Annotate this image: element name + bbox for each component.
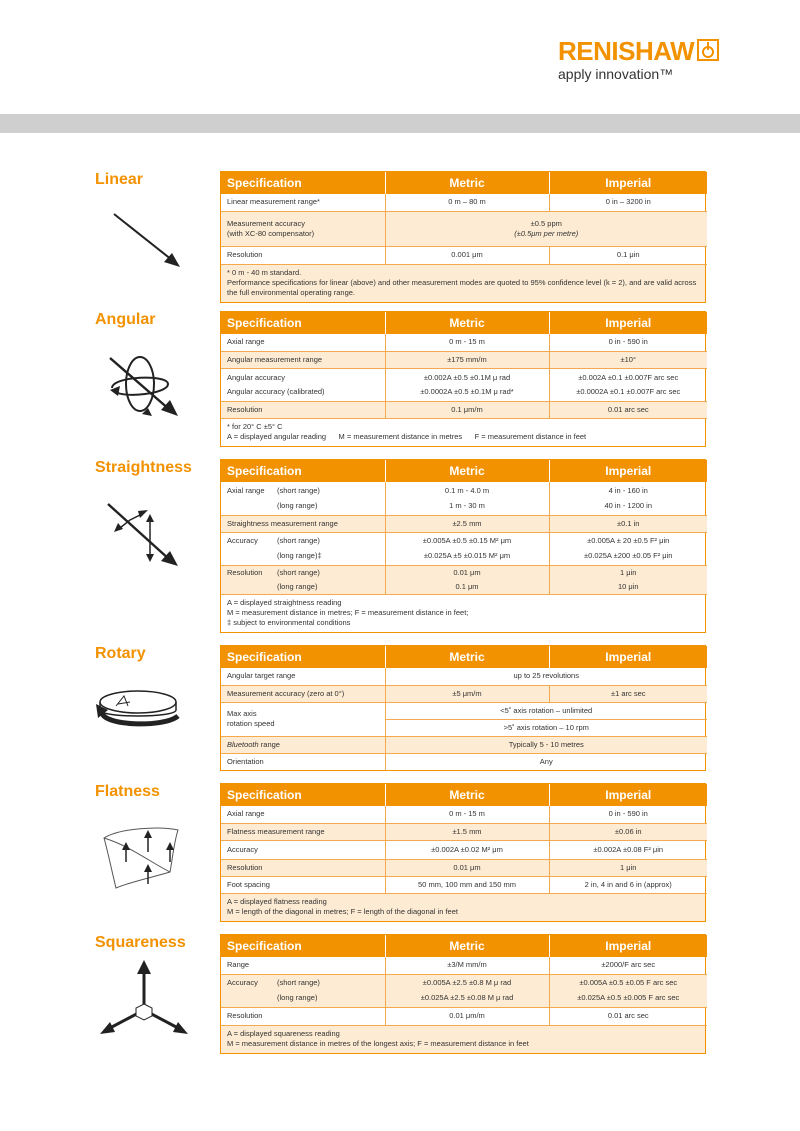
metric-value: ±5 μm/m — [385, 685, 549, 702]
row-label-sub: (short range) — [277, 567, 320, 577]
row-label: Orientation — [227, 756, 264, 766]
row-label-sub: Angular accuracy (calibrated) — [227, 386, 325, 396]
header-metric: Metric — [385, 784, 549, 806]
row-label: Resolution — [221, 859, 385, 876]
note-line: * for 20° C ±5° C — [227, 421, 283, 431]
metric-value: ±3/M mm/m — [385, 957, 549, 974]
metric-value: ±1.5 mm — [385, 823, 549, 840]
row-label-sub: (long range)‡ — [277, 551, 322, 560]
brand-name: RENISHAW — [558, 36, 695, 66]
header-imperial: Imperial — [549, 312, 707, 334]
header-spec: Specification — [221, 646, 385, 668]
flatness-notes — [221, 894, 705, 921]
metric-value: ±0.002A ±0.02 M² μm — [385, 840, 549, 859]
section-title-straightness: Straightness — [95, 459, 192, 476]
table-row — [221, 876, 707, 893]
imperial-value: ±0.002A ±0.1 ±0.007F arc sec — [578, 372, 679, 382]
row-label: Linear measurement range* — [221, 194, 385, 211]
table-row — [221, 823, 707, 840]
metric-value: 0.1 m - 4.0 m — [444, 485, 490, 495]
row-label-sub: (with XC-80 compensator) — [227, 228, 315, 238]
header-spec: Specification — [221, 784, 385, 806]
imperial-value-sub: ±0.025A ±200 ±0.05 F² μin — [584, 551, 673, 560]
row-label: Foot spacing — [221, 876, 385, 893]
metric-value-sub: 0.1 μm — [455, 581, 479, 591]
table-row — [221, 668, 707, 685]
header-imperial: Imperial — [549, 460, 707, 482]
row-label-sub: (short range) — [277, 978, 320, 987]
metric-value: 0.1 μm/m — [385, 401, 549, 418]
row-label: Accuracy — [227, 978, 258, 987]
row-label-sub: (short range) — [277, 536, 320, 545]
metric-value: ±0.005A ±0.5 ±0.15 M² μm — [422, 536, 512, 545]
header-spec: Specification — [221, 460, 385, 482]
note-line: * 0 m - 40 m standard. — [227, 267, 302, 277]
table-row — [221, 351, 707, 368]
imperial-value: ±0.06 in — [549, 823, 707, 840]
diagonal-arrow-icon — [108, 210, 188, 272]
imperial-value: 0 in - 590 in — [549, 806, 707, 823]
imperial-value: ±0.005A ± 20 ±0.5 F² μin — [587, 536, 670, 545]
table-row — [221, 736, 707, 753]
row-label: Resolution — [221, 1007, 385, 1025]
squareness-notes — [221, 1026, 705, 1053]
note-line: A = displayed flatness reading — [227, 896, 327, 906]
header-metric: Metric — [385, 646, 549, 668]
linear-notes — [221, 265, 705, 302]
straightness-notes — [221, 595, 705, 632]
angular-spec-table — [220, 311, 706, 447]
imperial-value: 0.01 arc sec — [549, 1007, 707, 1025]
note-line: ‡ subject to environmental conditions — [227, 617, 351, 627]
header-metric: Metric — [385, 312, 549, 334]
row-label-sub: (short range) — [277, 485, 320, 495]
table-row — [221, 859, 707, 876]
table-row — [221, 840, 707, 859]
header-imperial: Imperial — [549, 935, 707, 957]
header-metric: Metric — [385, 172, 549, 194]
section-title-linear: Linear — [95, 171, 144, 188]
row-label: Angular measurement range — [221, 351, 385, 368]
imperial-value-sub: ±0.025A ±0.5 ±0.005 F arc sec — [577, 993, 680, 1002]
table-row — [221, 515, 707, 532]
imperial-value: 4 in - 160 in — [608, 485, 648, 495]
shared-value: ±0.5 ppm — [530, 218, 562, 228]
section-title-squareness: Squareness — [95, 934, 186, 951]
table-row — [221, 334, 707, 351]
note-line: M = measurement distance in metres of the longest axis; F = measurement distance in feet — [227, 1038, 529, 1048]
shared-value-sub: (±0.5μm per metre) — [514, 228, 579, 238]
row-label: Resolution — [227, 567, 263, 577]
imperial-value: 1 μin — [620, 567, 637, 577]
note-line: A = displayed squareness reading — [227, 1028, 340, 1038]
note-line: Performance specifications for linear (above) and other measurement modes are quoted to 95% confidence level (k = 2), and are valid across the full environmental operating range. — [227, 277, 697, 297]
section-title-flatness: Flatness — [95, 783, 160, 800]
row-label: Axial range — [221, 334, 385, 351]
row-label: Measurement accuracy (zero at 0°) — [221, 685, 385, 702]
brand-tagline: apply innovation™ — [558, 66, 674, 82]
shared-value: Any — [385, 753, 707, 770]
table-row — [221, 246, 707, 264]
metric-value: 0.01 μm — [453, 567, 481, 577]
row-label: Angular target range — [221, 668, 385, 685]
table-row — [221, 211, 707, 246]
imperial-value: 0 in - 590 in — [549, 334, 707, 351]
imperial-value: ±0.002A ±0.08 F² μin — [549, 840, 707, 859]
header-imperial: Imperial — [549, 646, 707, 668]
metric-value: 0.01 μm — [385, 859, 549, 876]
imperial-value: ±10° — [549, 351, 707, 368]
flatness-surface-icon — [100, 822, 190, 892]
imperial-value: ±1 arc sec — [549, 685, 707, 702]
row-label: Max axis — [227, 709, 257, 718]
imperial-value: 0 in – 3200 in — [549, 194, 707, 211]
flatness-spec-table — [220, 783, 706, 922]
row-label-sub: (long range) — [277, 581, 318, 591]
shared-value: up to 25 revolutions — [385, 668, 707, 685]
table-row — [221, 482, 707, 515]
metric-value: 0 m – 80 m — [385, 194, 549, 211]
table-row — [221, 532, 707, 565]
metric-value: 0 m - 15 m — [385, 806, 549, 823]
header-spec: Specification — [221, 172, 385, 194]
angular-rotation-icon — [104, 350, 184, 420]
table-row — [221, 974, 707, 1007]
note-line: M = measurement distance in metres; F = measurement distance in feet; — [227, 607, 469, 617]
metric-value: ±2.5 mm — [385, 515, 549, 532]
imperial-value: 1 μin — [549, 859, 707, 876]
row-label: Angular accuracy — [227, 372, 285, 382]
header-band — [0, 114, 800, 133]
row-label-sub: (long range) — [277, 993, 318, 1002]
row-label: Resolution — [221, 401, 385, 418]
metric-value: ±0.005A ±2.5 ±0.8 M μ rad — [422, 978, 512, 987]
row-label: Measurement accuracy — [227, 218, 305, 228]
row-label-sub: rotation speed — [227, 719, 275, 728]
table-row — [221, 685, 707, 702]
row-label: Accuracy — [221, 840, 385, 859]
metric-value: ±175 mm/m — [385, 351, 549, 368]
imperial-value: 0.1 μin — [549, 246, 707, 264]
straightness-spec-table — [220, 459, 706, 633]
note-line: A = displayed angular reading M = measurement distance in metres F = measurement distance in feet — [227, 431, 587, 441]
metric-value: ±0.002A ±0.5 ±0.1M μ rad — [423, 372, 511, 382]
row-label: Flatness measurement range — [221, 823, 385, 840]
note-line: M = length of the diagonal in metres; F = length of the diagonal in feet — [227, 906, 458, 916]
shared-value: Typically 5 - 10 metres — [385, 736, 707, 753]
rotary-disc-icon — [94, 682, 184, 732]
table-row — [221, 401, 707, 418]
metric-value: 50 mm, 100 mm and 150 mm — [385, 876, 549, 893]
angular-notes — [221, 419, 705, 446]
header-spec: Specification — [221, 312, 385, 334]
section-title-rotary: Rotary — [95, 645, 146, 662]
table-row — [221, 702, 707, 719]
row-label: range — [258, 739, 280, 749]
header-metric: Metric — [385, 935, 549, 957]
imperial-value-sub: 40 in - 1200 in — [604, 500, 653, 510]
row-label: Range — [221, 957, 385, 974]
shared-value: <5˚ axis rotation – unlimited — [385, 702, 707, 719]
table-row — [221, 194, 707, 211]
squareness-spec-table — [220, 934, 706, 1054]
table-row — [221, 565, 707, 594]
metric-value: 0.001 μm — [385, 246, 549, 264]
row-label-italic: Bluetooth — [227, 739, 259, 749]
table-row — [221, 957, 707, 974]
header-imperial: Imperial — [549, 784, 707, 806]
metric-value-sub: 1 m - 30 m — [449, 500, 485, 510]
metric-value: 0 m - 15 m — [385, 334, 549, 351]
row-label: Resolution — [221, 246, 385, 264]
metric-value-sub: ±0.025A ±5 ±0.015 M² μm — [423, 551, 511, 560]
header-spec: Specification — [221, 935, 385, 957]
row-label: Straightness measurement range — [221, 515, 385, 532]
imperial-value: ±2000/F arc sec — [549, 957, 707, 974]
header-metric: Metric — [385, 460, 549, 482]
row-label: Axial range — [221, 806, 385, 823]
section-title-angular: Angular — [95, 311, 156, 328]
imperial-value-sub: ±0.0002A ±0.1 ±0.007F arc sec — [576, 386, 681, 396]
table-row — [221, 368, 707, 401]
probe-logo-icon — [697, 39, 719, 61]
row-label: Accuracy — [227, 536, 258, 545]
imperial-value-sub: 10 μin — [617, 581, 639, 591]
linear-spec-table — [220, 171, 706, 303]
note-line: A = displayed straightness reading — [227, 597, 342, 607]
renishaw-logo — [558, 38, 748, 82]
table-row — [221, 806, 707, 823]
rotary-spec-table — [220, 645, 706, 771]
metric-value-sub: ±0.0002A ±0.5 ±0.1M μ rad* — [420, 386, 514, 396]
table-row — [221, 1007, 707, 1025]
straightness-arrows-icon — [104, 498, 184, 570]
table-row — [221, 753, 707, 770]
imperial-value: ±0.1 in — [549, 515, 707, 532]
imperial-value: 2 in, 4 in and 6 in (approx) — [549, 876, 707, 893]
three-axis-icon — [98, 958, 190, 1038]
metric-value-sub: ±0.025A ±2.5 ±0.08 M μ rad — [420, 993, 514, 1002]
row-label-sub: (long range) — [277, 500, 318, 510]
imperial-value: ±0.005A ±0.5 ±0.05 F arc sec — [579, 978, 678, 987]
header-imperial: Imperial — [549, 172, 707, 194]
shared-value-sub: >5˚ axis rotation – 10 rpm — [385, 719, 707, 736]
metric-value: 0.01 μm/m — [385, 1007, 549, 1025]
imperial-value: 0.01 arc sec — [549, 401, 707, 418]
row-label: Axial range — [227, 485, 265, 495]
